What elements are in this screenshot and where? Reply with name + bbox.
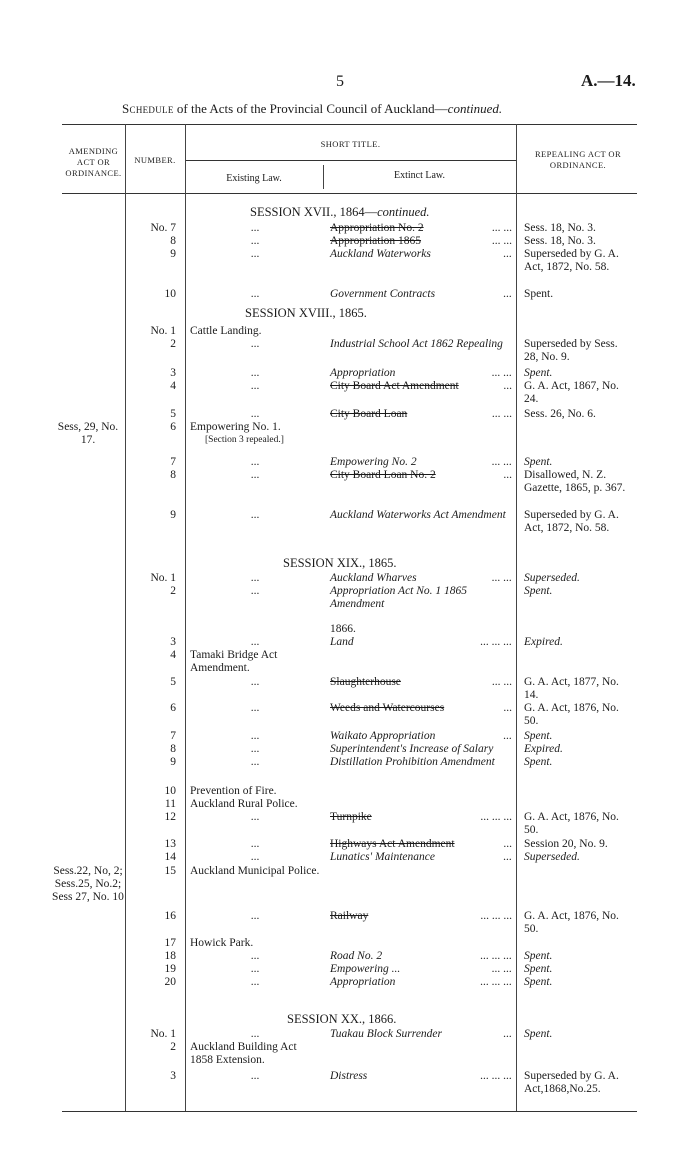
caption-text: of the Acts of the Provincial Council of Auckland— — [173, 101, 448, 116]
extinct-law-header: Extinct Law. — [393, 170, 445, 181]
repealing-column-rule — [516, 124, 517, 1111]
session-heading: SESSION XVIII., 1865. — [245, 306, 367, 320]
session-heading: SESSION XVII., 1864—continued. — [250, 205, 430, 219]
amending-header: AMENDING ACT OR ORDINANCE. — [65, 146, 122, 178]
table-bottom-rule — [62, 1111, 637, 1112]
session-heading: SESSION XX., 1866. — [287, 1012, 397, 1026]
number-header: NUMBER. — [134, 155, 176, 165]
caption-lead: Schedule — [122, 101, 174, 116]
short-title-divider — [185, 160, 516, 161]
short-title-header: SHORT TITLE. — [320, 139, 381, 149]
document-reference: A.—14. — [581, 71, 636, 90]
schedule-caption — [122, 101, 502, 117]
table-top-rule — [62, 124, 637, 125]
number-column-rule — [185, 124, 186, 1111]
header-bottom-rule — [62, 193, 637, 194]
session-heading: SESSION XIX., 1865. — [283, 556, 397, 570]
caption-continued: continued. — [447, 101, 503, 116]
existing-law-header: Existing Law. — [226, 173, 282, 184]
repealing-header: REPEALING ACT OR ORDINANCE. — [534, 149, 622, 170]
page-number: 5 — [336, 73, 344, 90]
